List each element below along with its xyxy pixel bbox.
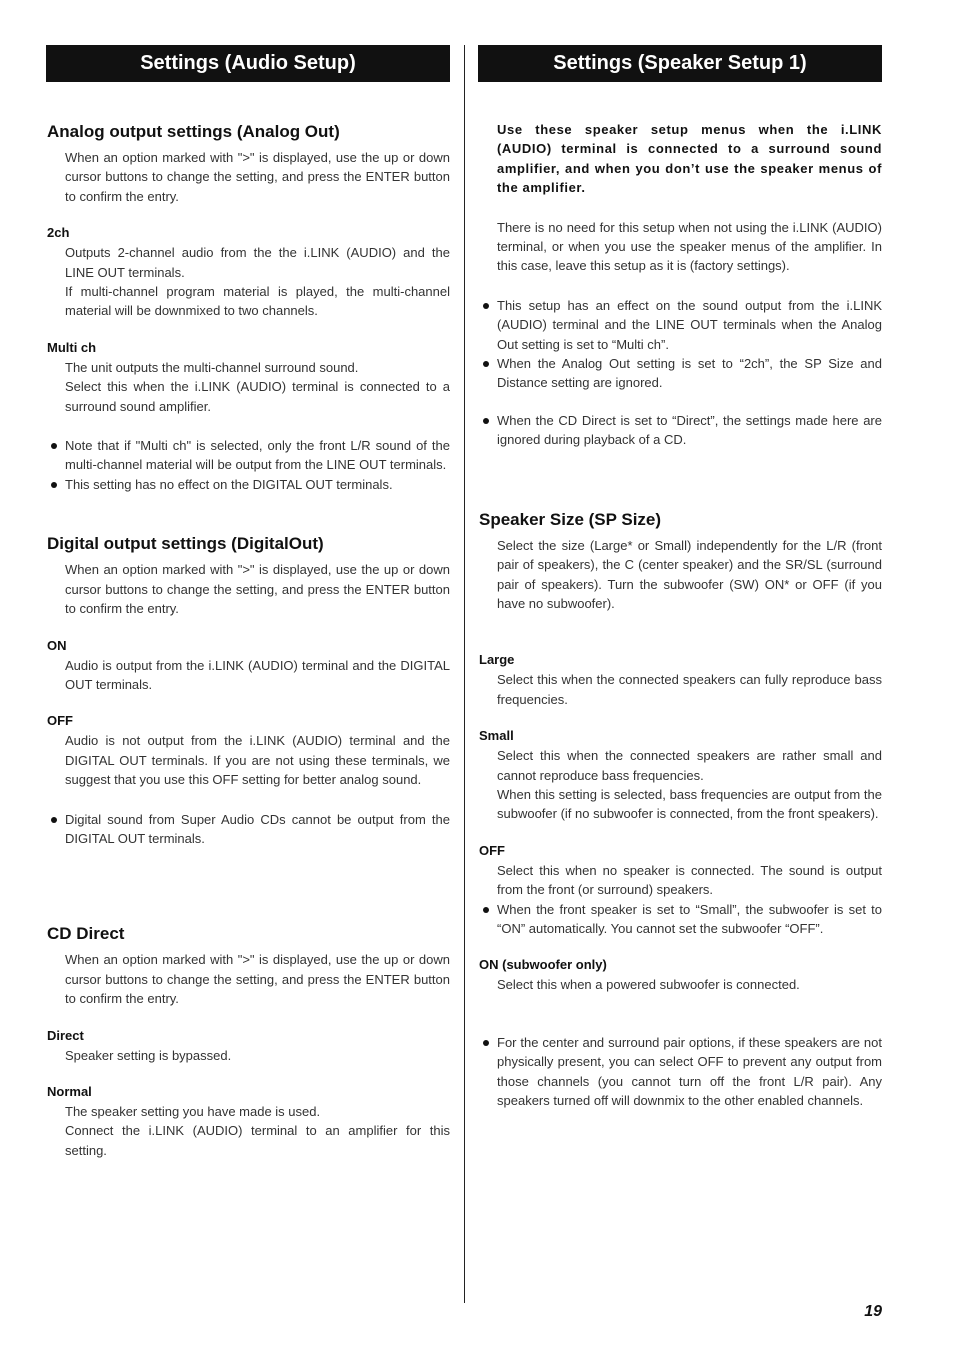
page-number: 19 <box>864 1303 882 1320</box>
option-large-text: Select this when the connected speakers can fully reproduce bass frequencies. <box>497 672 882 707</box>
option-normal-text-1: The speaker setting you have made is used. <box>65 1103 321 1119</box>
audio-setup-banner: Settings (Audio Setup) <box>46 45 450 82</box>
option-off-text: Audio is not output from the i.LINK (AUDIO) terminal and the DIGITAL OUT terminals. If you are not using these terminals, we suggest that you use this OFF setting for better analog sound. <box>65 733 450 788</box>
option-2ch-text-2: If multi-channel program material is played, the multi-channel material will be downmixed to two channels. <box>65 284 450 319</box>
option-multich-text-2: Select this when the i.LINK (AUDIO) terminal is connected to a surround sound amplifier. <box>65 379 450 414</box>
option-2ch-text-1: Outputs 2-channel audio from the the i.LINK (AUDIO) and the LINE OUT terminals. <box>65 245 450 280</box>
analog-note-2: This setting has no effect on the DIGITAL OUT terminals. <box>46 475 450 494</box>
option-direct-text: Speaker setting is bypassed. <box>65 1047 232 1063</box>
right-column <box>478 45 882 1110</box>
analog-out-heading: Analog output settings (Analog Out) <box>47 122 340 141</box>
sp-size-heading: Speaker Size (SP Size) <box>479 509 662 529</box>
speaker-setup-intro: There is no need for this setup when not using the i.LINK (AUDIO) terminal, or when you use the speaker menus of the amplifier. In this case, leave this setup as it is (factory settings). <box>497 219 882 274</box>
analog-out-intro: When an option marked with ">" is displayed, use the up or down cursor buttons to change the setting, and press the ENTER button to confirm the entry. <box>65 150 450 204</box>
speaker-note-1: This setup has an effect on the sound output from the i.LINK (AUDIO) terminal and the LINE OUT terminals when the Analog Out setting is set to “Multi ch”. <box>478 296 882 354</box>
speaker-note-3: When the CD Direct is set to “Direct”, the settings made here are ignored during playback of a CD. <box>478 411 882 450</box>
bullet-icon <box>483 303 489 309</box>
sp-final-note: For the center and surround pair options, if these speakers are not physically present, you can select OFF to prevent any output from those channels (you cannot turn off the front L/R pair). Any speakers turned off will downmix to the other enabled channels. <box>478 1033 882 1111</box>
option-off-label: OFF <box>47 713 73 729</box>
bullet-icon <box>483 907 489 913</box>
option-sub-on-label: ON (subwoofer only) <box>479 957 607 973</box>
option-small-label: Small <box>479 728 514 744</box>
option-on-text: Audio is output from the i.LINK (AUDIO) terminal and the DIGITAL OUT terminals. <box>65 657 450 692</box>
cd-direct-heading: CD Direct <box>47 924 125 944</box>
option-normal-label: Normal <box>47 1083 92 1099</box>
option-sub-on-text: Select this when a powered subwoofer is connected. <box>497 977 800 993</box>
sp-off-note: When the front speaker is set to “Small”, the subwoofer is set to “ON” automatically. You cannot set the subwoofer “OFF”. <box>478 900 882 939</box>
option-2ch-label: 2ch <box>47 225 70 241</box>
option-on-label: ON <box>47 637 67 653</box>
option-multich-text-1: The unit outputs the multi-channel surround sound. <box>65 359 359 375</box>
analog-note-1: Note that if "Multi ch" is selected, only the front L/R sound of the multi-channel material will be output from the LINE OUT terminals. <box>46 436 450 475</box>
digital-note-1: Digital sound from Super Audio CDs cannot be output from the DIGITAL OUT terminals. <box>46 810 450 849</box>
bullet-icon <box>51 817 57 823</box>
option-direct-label: Direct <box>47 1027 84 1043</box>
cd-direct-intro: When an option marked with ">" is displayed, use the up or down cursor buttons to change the setting, and press the ENTER button to confirm the entry. <box>65 952 450 1007</box>
bullet-icon <box>51 443 57 449</box>
bullet-icon <box>51 482 57 488</box>
option-small-text-2: When this setting is selected, bass frequencies are output from the subwoofer (if no subwoofer is connected, from the front speakers). <box>497 786 882 822</box>
option-sp-off-text: Select this when no speaker is connected. The sound is output from the front (or surround) speakers. <box>497 862 882 898</box>
option-multich-label: Multi ch <box>47 339 97 355</box>
speaker-setup-banner: Settings (Speaker Setup 1) <box>478 45 882 82</box>
sp-size-intro: Select the size (Large* or Small) independently for the L/R (front pair of speakers), the C (center speaker) and the SR/SL (surround pair of speakers). Turn the subwoofer (SW) ON* or OFF (if you have no subwoofer). <box>497 537 882 611</box>
speaker-setup-intro-bold: Use these speaker setup menus when the i.LINK (AUDIO) terminal is connected to a surround sound amplifier, and when you don’t use the speaker menus of the amplifier. <box>497 122 882 196</box>
option-large-label: Large <box>479 652 515 668</box>
bullet-icon <box>483 361 489 367</box>
digital-out-intro: When an option marked with ">" is displayed, use the up or down cursor buttons to change the setting, and press the ENTER button to confirm the entry. <box>65 562 450 617</box>
option-normal-text-2: Connect the i.LINK (AUDIO) terminal to an amplifier for this setting. <box>65 1123 450 1158</box>
left-column <box>46 45 450 1160</box>
speaker-note-2: When the Analog Out setting is set to “2ch”, the SP Size and Distance setting are ignored. <box>478 354 882 393</box>
option-sp-off-label: OFF <box>479 842 505 858</box>
bullet-icon <box>483 418 489 424</box>
bullet-icon <box>483 1040 489 1046</box>
digital-out-heading: Digital output settings (DigitalOut) <box>47 534 324 554</box>
option-small-text-1: Select this when the connected speakers are rather small and cannot reproduce bass frequencies. <box>497 748 882 783</box>
column-divider <box>464 45 465 1303</box>
